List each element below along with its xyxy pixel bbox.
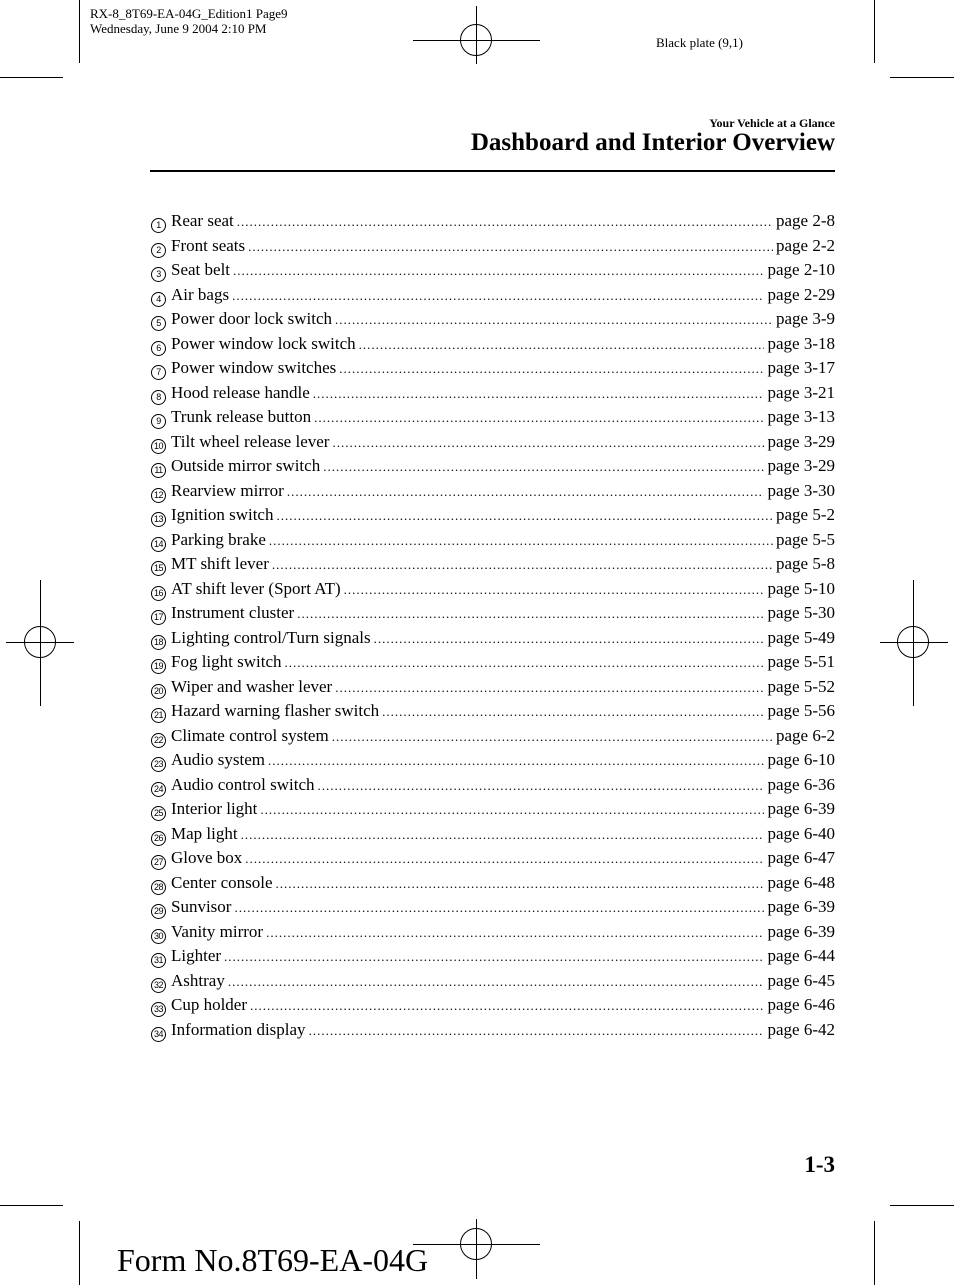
toc-page-reference: page 5-5	[775, 529, 835, 549]
dot-leader	[245, 847, 764, 872]
toc-page-reference: page 5-56	[767, 701, 835, 720]
circled-number-icon: 18	[151, 635, 166, 650]
dot-leader	[359, 333, 765, 358]
dot-leader	[250, 994, 764, 1019]
circled-number-icon: 2	[151, 243, 166, 258]
circled-number-icon: 10	[151, 439, 166, 454]
toc-item	[151, 797, 835, 822]
toc-item	[151, 356, 835, 381]
page-title: Dashboard and Interior Overview	[470, 129, 835, 156]
toc-page-reference: page 5-51	[767, 652, 835, 671]
toc-item	[151, 650, 835, 675]
toc-item-label: Climate control system	[171, 725, 329, 745]
dot-leader	[339, 357, 764, 382]
circled-number-icon: 24	[151, 782, 166, 797]
toc-item	[151, 993, 835, 1018]
circled-number-icon: 20	[151, 684, 166, 699]
toc-page-reference: page 3-13	[767, 407, 835, 426]
circled-number-icon: 28	[151, 880, 166, 895]
toc-page-reference: page 6-45	[767, 970, 835, 990]
dot-leader	[228, 970, 765, 995]
toc-page-reference: page 5-10	[767, 578, 835, 598]
toc-item-label: Hazard warning flasher switch	[171, 701, 380, 720]
toc-item-label: Sunvisor	[171, 897, 232, 916]
toc-item	[151, 283, 835, 308]
circled-number-icon: 21	[151, 708, 166, 723]
toc-page-reference: page 5-52	[767, 676, 835, 696]
circled-number-icon: 31	[151, 953, 166, 968]
toc-page-reference: page 3-17	[767, 358, 835, 377]
dot-leader	[232, 284, 764, 309]
toc-item-label: MT shift lever	[171, 554, 269, 573]
toc-item	[151, 1018, 835, 1043]
toc-item-label: Power window switches	[171, 358, 337, 377]
toc-item-label: Tilt wheel release lever	[171, 431, 330, 451]
toc-item-label: Power window lock switch	[171, 333, 356, 353]
toc-page-reference: page 5-8	[775, 554, 835, 573]
circled-number-icon: 14	[151, 537, 166, 552]
toc-item-label: Lighter	[171, 946, 222, 965]
dot-leader	[344, 578, 765, 603]
toc-item	[151, 258, 835, 283]
circled-number-icon: 15	[151, 561, 166, 576]
toc-page-reference: page 2-29	[767, 284, 835, 304]
toc-page-reference: page 6-10	[767, 750, 835, 769]
circled-number-icon: 4	[151, 292, 166, 307]
dot-leader	[297, 602, 764, 627]
dot-leader	[268, 749, 765, 774]
toc-item-label: Front seats	[171, 235, 246, 255]
toc-item	[151, 920, 835, 945]
toc-item-label: Outside mirror switch	[171, 456, 321, 475]
toc-list	[151, 209, 835, 1042]
circled-number-icon: 26	[151, 831, 166, 846]
toc-item	[151, 332, 835, 357]
circled-number-icon: 19	[151, 659, 166, 674]
toc-item	[151, 822, 835, 847]
circled-number-icon: 17	[151, 610, 166, 625]
toc-item	[151, 846, 835, 871]
toc-page-reference: page 6-46	[767, 995, 835, 1014]
toc-item-label: Ignition switch	[171, 505, 274, 524]
toc-item	[151, 773, 835, 798]
toc-item	[151, 307, 835, 332]
toc-page-reference: page 6-48	[767, 872, 835, 892]
dot-leader	[309, 1019, 765, 1044]
toc-item	[151, 405, 835, 430]
dot-leader	[285, 651, 765, 676]
dot-leader	[272, 553, 773, 578]
toc-page-reference: page 5-30	[767, 603, 835, 622]
toc-page-reference: page 2-2	[775, 235, 835, 255]
toc-page-reference: page 5-49	[767, 627, 835, 647]
toc-item	[151, 234, 835, 259]
toc-item-label: Ashtray	[171, 970, 225, 990]
toc-item-label: Interior light	[171, 799, 258, 818]
dot-leader	[260, 798, 764, 823]
toc-page-reference: page 5-2	[775, 505, 835, 524]
dot-leader	[382, 700, 764, 725]
toc-item	[151, 454, 835, 479]
circled-number-icon: 25	[151, 806, 166, 821]
toc-item-label: Center console	[171, 872, 273, 892]
circled-number-icon: 27	[151, 855, 166, 870]
dot-leader	[374, 627, 765, 652]
print-job-name: RX-8_8T69-EA-04G_Edition1 Page9	[90, 6, 288, 21]
toc-item-label: Air bags	[171, 284, 230, 304]
toc-page-reference: page 6-39	[767, 799, 835, 818]
dot-leader	[335, 676, 764, 701]
toc-page-reference: page 3-29	[767, 456, 835, 475]
dot-leader	[332, 431, 764, 456]
toc-item	[151, 577, 835, 602]
dot-leader	[269, 529, 773, 554]
toc-item-label: Audio system	[171, 750, 265, 769]
circled-number-icon: 13	[151, 512, 166, 527]
circled-number-icon: 12	[151, 488, 166, 503]
toc-item	[151, 969, 835, 994]
toc-item-label: AT shift lever (Sport AT)	[171, 578, 341, 598]
circled-number-icon: 3	[151, 267, 166, 282]
toc-item	[151, 503, 835, 528]
circled-number-icon: 6	[151, 341, 166, 356]
circled-number-icon: 33	[151, 1002, 166, 1017]
plate-label: Black plate (9,1)	[656, 35, 743, 50]
toc-item	[151, 626, 835, 651]
circled-number-icon: 22	[151, 733, 166, 748]
toc-page-reference: page 3-29	[767, 431, 835, 451]
dot-leader	[335, 308, 773, 333]
dot-leader	[224, 945, 764, 970]
toc-page-reference: page 3-21	[767, 382, 835, 402]
toc-page-reference: page 6-42	[767, 1019, 835, 1039]
print-timestamp: Wednesday, June 9 2004 2:10 PM	[90, 21, 267, 36]
circled-number-icon: 16	[151, 586, 166, 601]
circled-number-icon: 5	[151, 316, 166, 331]
toc-page-reference: page 6-47	[767, 848, 835, 867]
toc-item	[151, 699, 835, 724]
toc-item-label: Hood release handle	[171, 382, 310, 402]
dot-leader	[276, 872, 765, 897]
toc-page-reference: page 6-44	[767, 946, 835, 965]
dot-leader	[276, 504, 773, 529]
toc-page-reference: page 2-10	[767, 260, 835, 279]
form-number: Form No.8T69-EA-04G	[117, 1242, 429, 1278]
toc-item-label: Cup holder	[171, 995, 248, 1014]
toc-page-reference: page 6-36	[767, 774, 835, 794]
circled-number-icon: 9	[151, 414, 166, 429]
toc-page-reference: page 3-9	[775, 309, 835, 328]
toc-item-label: Seat belt	[171, 260, 231, 279]
dot-leader	[233, 259, 764, 284]
toc-item-label: Wiper and washer lever	[171, 676, 333, 696]
toc-item	[151, 528, 835, 553]
toc-item	[151, 479, 835, 504]
circled-number-icon: 34	[151, 1027, 166, 1042]
dot-leader	[237, 210, 773, 235]
toc-item-label: Rearview mirror	[171, 480, 284, 500]
section-label: Your Vehicle at a Glance	[709, 116, 835, 130]
toc-item-label: Lighting control/Turn signals	[171, 627, 371, 647]
toc-page-reference: page 3-18	[767, 333, 835, 353]
toc-item	[151, 675, 835, 700]
toc-item-label: Parking brake	[171, 529, 266, 549]
circled-number-icon: 29	[151, 904, 166, 919]
circled-number-icon: 32	[151, 978, 166, 993]
toc-item-label: Trunk release button	[171, 407, 312, 426]
dot-leader	[323, 455, 764, 480]
dot-leader	[313, 382, 765, 407]
toc-item	[151, 724, 835, 749]
toc-item-label: Audio control switch	[171, 774, 315, 794]
circled-number-icon: 7	[151, 365, 166, 380]
toc-page-reference: page 6-39	[767, 897, 835, 916]
circled-number-icon: 8	[151, 390, 166, 405]
toc-item	[151, 430, 835, 455]
page-number: 1-3	[804, 1152, 835, 1177]
toc-item	[151, 601, 835, 626]
toc-item-label: Information display	[171, 1019, 306, 1039]
toc-item	[151, 209, 835, 234]
dot-leader	[314, 406, 764, 431]
toc-item	[151, 381, 835, 406]
toc-item-label: Rear seat	[171, 211, 234, 230]
toc-page-reference: page 3-30	[767, 480, 835, 500]
toc-item-label: Power door lock switch	[171, 309, 333, 328]
dot-leader	[266, 921, 764, 946]
toc-item	[151, 552, 835, 577]
toc-item-label: Vanity mirror	[171, 921, 264, 941]
toc-item	[151, 944, 835, 969]
toc-item-label: Map light	[171, 823, 238, 843]
dot-leader	[332, 725, 773, 750]
circled-number-icon: 30	[151, 929, 166, 944]
title-rule	[150, 170, 835, 172]
circled-number-icon: 1	[151, 218, 166, 233]
dot-leader	[287, 480, 765, 505]
circled-number-icon: 11	[151, 463, 166, 478]
toc-item-label: Instrument cluster	[171, 603, 295, 622]
toc-item-label: Glove box	[171, 848, 243, 867]
toc-item	[151, 748, 835, 773]
toc-item	[151, 895, 835, 920]
toc-item-label: Fog light switch	[171, 652, 282, 671]
dot-leader	[318, 774, 765, 799]
dot-leader	[241, 823, 765, 848]
toc-page-reference: page 6-40	[767, 823, 835, 843]
dot-leader	[234, 896, 764, 921]
toc-page-reference: page 6-2	[775, 725, 835, 745]
toc-page-reference: page 6-39	[767, 921, 835, 941]
toc-page-reference: page 2-8	[775, 211, 835, 230]
circled-number-icon: 23	[151, 757, 166, 772]
toc-item	[151, 871, 835, 896]
dot-leader	[248, 235, 773, 260]
